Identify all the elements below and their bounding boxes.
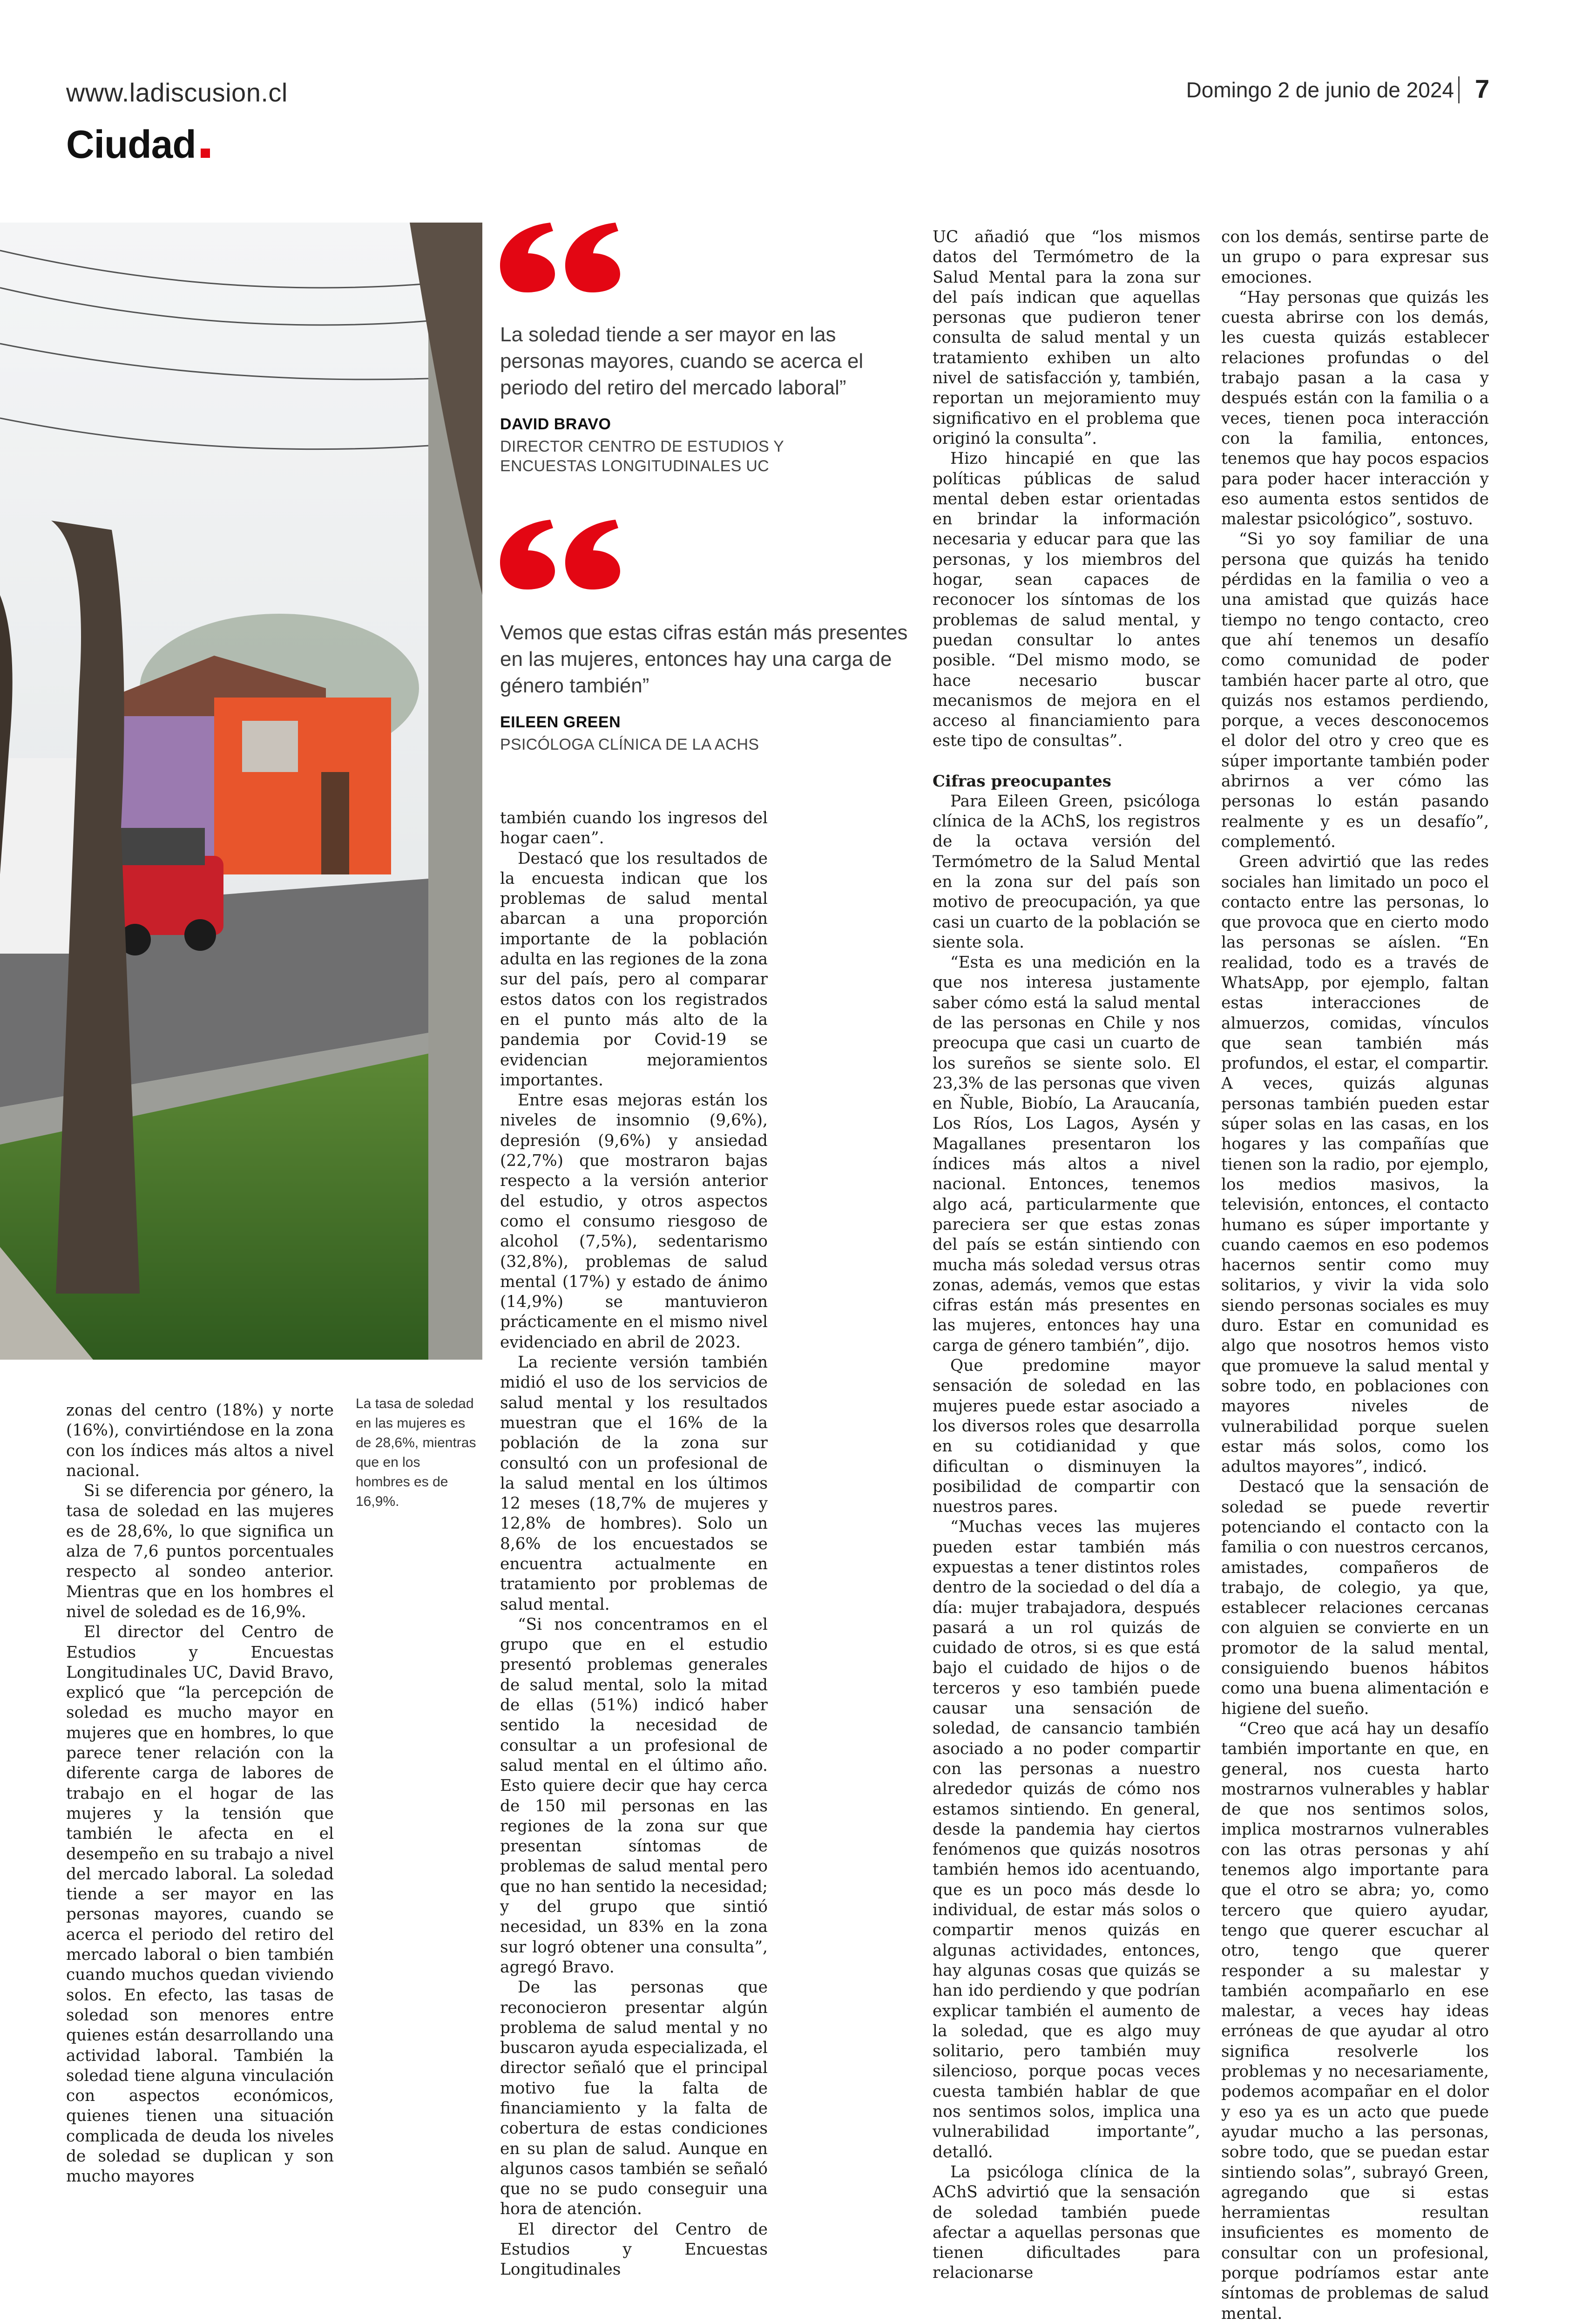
paragraph: zonas del centro (18%) y norte (16%), convirtiéndose en la zona con los índices más altos a nivel nacional. — [66, 1401, 334, 1480]
paragraph: La reciente versión también midió el uso de los servicios de salud mental y los resultados muestran que el 16% de la población de la zona sur consultó con un profesional de la salud mental en los últimos 12 meses (18,7% de mujeres y 12,8% de hombres). Solo un 8,6% de los encuestados se encuentra actualmente en tratamiento por problemas de salud mental. — [500, 1353, 768, 1614]
subheading: Cifras preocupantes — [933, 772, 1111, 791]
pull-quote-author: DAVID BRAVO — [500, 415, 611, 433]
paragraph: El director del Centro de Estudios y Encuestas Longitudinales — [500, 2220, 768, 2279]
pull-quote-text: Vemos que estas cifras están más presentes en las mujeres, entonces hay una carga de género también” — [500, 621, 908, 697]
paragraph: “Esta es una medición en la que nos interesa justamente saber cómo está la salud mental de las personas en Chile y nos preocupa que casi un cuarto de los sureños se siente solo. El 23,3% de las personas que viven en Ñuble, Biobío, La Araucanía, Los Ríos, Los Lagos, Aysén y Magallanes presentaron los índices más altos a nivel nacional. Entonces, tenemos algo acá, particularmente que pareciera ser que estas zonas del país se están sintiendo con mucha más soledad versus otras zonas, además, vemos que estas cifras están más presentes en las mujeres, entonces hay una carga de género también”, dijo. — [933, 953, 1200, 1355]
article-column-2 — [500, 808, 768, 2280]
paragraph: UC añadió que “los mismos datos del Termómetro de la Salud Mental para la zona sur del país indican que aquellas personas que pudieron tener consulta de salud mental y un tratamiento exhiben un alto nivel de satisfacción y, también, reportan un mejoramiento muy significativo en el problema que originó la consulta”. — [933, 228, 1200, 448]
paragraph: El director del Centro de Estudios y Encuestas Longitudinales UC, David Bravo, explicó que “la percepción de soledad es mucho mayor en mujeres que en hombres, lo que parece tener relación con la diferente carga de labores de trabajo en el hogar de las mujeres y la tensión que también le afecta en el desempeño en su trabajo a nivel del mercado laboral. La soledad tiende a ser mayor en las personas mayores, cuando se acerca el periodo del retiro del mercado laboral o bien también cuando muchos quedan viviendo solos. En efecto, las tasas de soledad son menores entre quienes están desarrollando una actividad laboral. También la soledad tiene alguna vinculación con aspectos económicos, quienes tienen una situación complicada de deuda los niveles de soledad se duplican y son mucho mayores — [66, 1623, 334, 2186]
pull-quote-role: PSICÓLOGA CLÍNICA DE LA ACHS — [500, 736, 759, 753]
paragraph: Destacó que los resultados de la encuesta indican que los problemas de salud mental abarcan a una proporción importante de la población adulta en las regiones de la zona sur del país, pero al comparar estos datos con los registrados en el punto más alto de la pandemia por Covid-19 se evidencian mejoramientos importantes. — [500, 849, 768, 1090]
section-accent-dot — [201, 149, 210, 158]
section-title — [66, 122, 210, 167]
paragraph: Para Eileen Green, psicóloga clínica de la AChS, los registros de la octava versión del Termómetro de la Salud Mental en la zona sur del país son motivo de preocupación, ya que casi un cuarto de la población se siente sola. — [933, 792, 1200, 952]
pull-quote-author: EILEEN GREEN — [500, 713, 621, 731]
quote-mark-icon — [500, 223, 621, 292]
pull-quote-role: DIRECTOR CENTRO DE ESTUDIOS Y ENCUESTAS LONGITUDINALES UC — [500, 438, 784, 475]
paragraph: Entre esas mejoras están los niveles de insomnio (9,6%), depresión (9,6%) y ansiedad (22,7%) que mostraron bajas respecto a la versión anterior del estudio, y otros aspectos como el consumo riesgoso de alcohol (7,5%), sedentarismo (32,8%), problemas de salud mental (17%) y estado de ánimo (14,9%) se mantuvieron prácticamente en el mismo nivel evidenciado en abril de 2023. — [500, 1091, 768, 1352]
article-column-3 — [933, 227, 1200, 2283]
paragraph: con los demás, sentirse parte de un grupo o para expresar sus emociones. — [1221, 228, 1489, 287]
pull-quote-text: La soledad tiende a ser mayor en las personas mayores, cuando se acerca el periodo del retiro del mercado laboral” — [500, 323, 864, 399]
header-divider — [1458, 76, 1460, 103]
paragraph: De las personas que reconocieron presentar algún problema de salud mental y no buscaron ayuda especializada, el director señaló que el principal motivo fue la falta de financiamiento y la falta de cobertura de estas condiciones en su plan de salud. Aunque en algunos casos también se señaló que no se pudo conseguir una hora de atención. — [500, 1978, 768, 2219]
paragraph: Si se diferencia por género, la tasa de soledad en las mujeres es de 28,6%, lo que significa un alza de 7,6 puntos porcentuales respecto al sondeo anterior. Mientras que en los hombres el nivel de soledad es de 16,9%. — [66, 1482, 334, 1621]
paragraph: también cuando los ingresos del hogar caen”. — [500, 809, 768, 848]
street-photo-icon — [0, 223, 482, 1360]
article-column-4 — [1221, 227, 1489, 2324]
site-url[interactable]: www.ladiscusion.cl — [66, 78, 288, 107]
paragraph: La psicóloga clínica de la AChS advirtió que la sensación de soledad también puede afectar a aquellas personas que tienen dificultades para relacionarse — [933, 2162, 1200, 2283]
paragraph: Que predomine mayor sensación de soledad en las mujeres puede estar asociado a los diversos roles que desarrolla en su cotidianidad y que dificultan o disminuyen la posibilidad de compartir con nuestros pares. — [933, 1356, 1200, 1517]
paragraph: “Creo que acá hay un desafío también importante en que, en general, nos cuesta harto mostrarnos vulnerables y hablar de que nos sentimos solos, implica mostrarnos vulnerables con las otras personas y ahí tenemos algo importante para que el otro se abra; yo, como tercero que quiero ayudar, tengo que querer escuchar al otro, tengo que querer responder a su malestar y también acompañarlo en ese malestar, a veces hay ideas erróneas de que ayudar al otro significa resolverle los problemas y no necesariamente, podemos acompañar en el dolor y eso ya es un acto que puede ayudar mucho a las personas, sobre todo, que se puedan estar sintiendo solas”, subrayó Green, agregando que si estas herramientas resultan insuficientes es momento de consultar con un profesional, porque podríamos estar ante síntomas de problemas de salud mental. — [1221, 1719, 1489, 2323]
page-number: 7 — [1475, 74, 1490, 103]
paragraph: Green advirtió que las redes sociales han limitado un poco el contacto entre las personas, lo que provoca que en cierto modo las personas se aíslen. “En realidad, todo es a través de WhatsApp, por ejemplo, faltan estas interacciones de almuerzos, comidas, vínculos que sean también más profundos, el estar, el compartir. A veces, quizás algunas personas también pueden estar súper solas en las casas, en los hogares y las compañías que tienen son la radio, por ejemplo, los medios masivos, la televisión, entonces, el contacto humano es súper importante y cuando caemos en eso podemos hacernos sentir como muy solitarios, y vivir la vida solo siendo personas sociales es muy duro. Estar en comunidad es algo que nosotros hemos visto que promueve la salud mental y sobre todo, en poblaciones con mayores niveles de vulnerabilidad porque suelen estar más solos, como los adultos mayores”, indicó. — [1221, 853, 1489, 1477]
paragraph: “Muchas veces las mujeres pueden estar también más expuestas a tener distintos roles dentro de la sociedad o del día a día: mujer trabajadora, después pasará a un rol quizás de cuidado de otros, si es que está bajo el cuidado de hijos o de terceros y eso también puede causar una sensación de soledad, de cansancio también asociado a no poder compartir con las personas a nuestro alrededor quizás de cómo nos estamos sintiendo. En general, desde la pandemia hay ciertos fenómenos que quizás nosotros también hemos ido acentuando, que es un poco más desde lo individual, de estar más solos o compartir menos quizás en algunas actividades, entonces, hay algunas cosas que quizás se han ido perdiendo y que podrían explicar también el aumento de la soledad, que es algo muy solitario, pero también muy silencioso, porque pocas veces cuesta también hablar de que nos sentimos solos, implica una vulnerabilidad importante”, detalló. — [933, 1518, 1200, 2161]
paragraph: Hizo hincapié en que las políticas públicas de salud mental deben estar orientadas en brindar la información necesaria y educar para que las personas, y los miembros del hogar, sean capaces de reconocer los síntomas de los problemas de salud mental, y puedan consultar lo antes posible. “Del mismo modo, se hace necesario buscar mecanismos de mejora en el acceso al financiamiento para este tipo de consultas”. — [933, 449, 1200, 751]
quote-mark-icon — [500, 520, 621, 589]
paragraph: Destacó que la sensación de soledad se puede revertir potenciando el contacto con la familia o con nuestros cercanos, amistades, compañeros de trabajo, de colegio, ya que, establecer relaciones cercanas con alguien se convierte en un promotor de la salud mental, consiguiendo buenos hábitos como una buena alimentación e higiene del sueño. — [1221, 1477, 1489, 1718]
article-photo — [0, 223, 482, 1360]
issue-date: Domingo 2 de junio de 2024 — [1186, 78, 1454, 102]
paragraph: “Si nos concentramos en el grupo que en el estudio presentó problemas generales de salud mental, solo la mitad de ellas (51%) indicó haber sentido la necesidad de consultar a un profesional de salud mental en el último año. Esto quiere decir que hay cerca de 150 mil personas en las regiones de la zona sur que presentan síntomas de problemas de salud mental pero que no han sentido la necesidad; y del grupo que sintió necesidad, un 83% en la zona sur logró obtener una consulta”, agregó Bravo. — [500, 1615, 768, 1977]
paragraph: “Si yo soy familiar de una persona que quizás ha tenido pérdidas en la familia o veo a una amistad que quizás hace tiempo no tengo contacto, creo que ahí tenemos un desafío como comunidad de poder también hacer parte al otro, que quizás nos estamos perdiendo, porque, a veces desconocemos el dolor del otro y creo que es súper importante también poder abrirnos a ver cómo las personas lo están pasando realmente y es un desafío”, complementó. — [1221, 530, 1489, 851]
photo-caption: La tasa de soledad en las mujeres es de 28,6%, mientras que en los hombres es de 16,9%. — [356, 1396, 476, 1509]
section-title-text: Ciudad — [66, 122, 196, 166]
article-column-1 — [66, 1401, 334, 2187]
paragraph: “Hay personas que quizás les cuesta abrirse con los demás, les cuesta quizás establecer relaciones profundas o del trabajo pasan a la casa y después están con la familia o a veces, tienen poca interacción con la familia, entonces, tenemos que hay pocos espacios para poder hacer interacción y eso aumenta estos sentidos de malestar psicológico”, sostuvo. — [1221, 288, 1489, 529]
